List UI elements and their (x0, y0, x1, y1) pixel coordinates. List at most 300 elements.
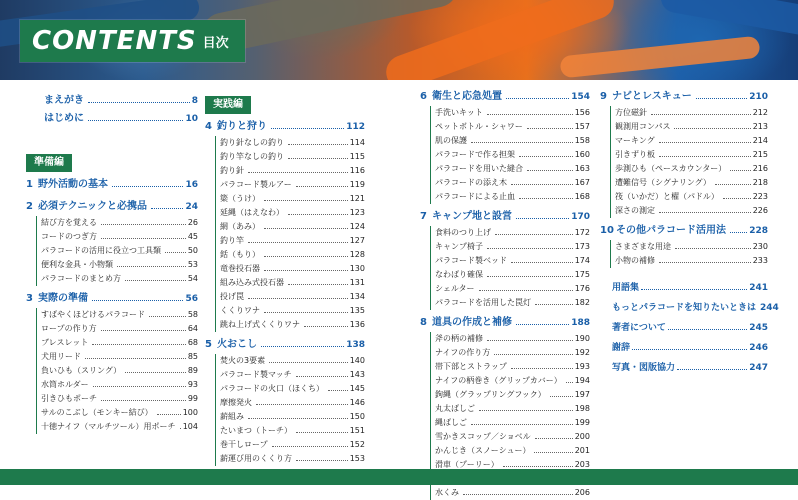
chapter-heading[interactable] (26, 290, 198, 308)
entry-page: 116 (349, 166, 365, 175)
entry-page: 167 (574, 178, 590, 187)
toc-entry[interactable] (615, 134, 768, 148)
entry-title: 薪運び用のくくり方 (220, 452, 294, 466)
entry-title: 十徳ナイフ（マルチツール）用ポーチ (41, 420, 178, 434)
leader-dots (101, 400, 186, 401)
leader-dots (659, 142, 751, 143)
entry-page: 146 (349, 398, 365, 407)
toc-entry[interactable] (435, 360, 590, 374)
leader-dots (271, 128, 344, 129)
toc-entry[interactable] (615, 106, 768, 120)
entry-page: 128 (349, 250, 365, 259)
toc-entry[interactable] (435, 332, 590, 346)
entry-title: 組み込み式投石器 (220, 276, 286, 290)
entry-page: 193 (574, 362, 590, 371)
leader-dots (125, 372, 186, 373)
leader-dots (487, 114, 573, 115)
entry-title: 負いひも（スリング） (41, 364, 123, 378)
leader-dots (264, 228, 348, 229)
toc-entry[interactable] (41, 420, 198, 434)
entry-page: 121 (349, 194, 365, 203)
chapter-heading[interactable] (26, 176, 198, 194)
toc-entry[interactable] (220, 424, 365, 438)
chapter-block (26, 176, 198, 194)
entry-page: 215 (752, 150, 768, 159)
toc-entry[interactable] (435, 388, 590, 402)
leader-dots (511, 368, 573, 369)
entry-title: 釣り針なしの釣り (220, 136, 286, 150)
toc-entry[interactable] (220, 382, 365, 396)
section-item-list (36, 308, 198, 434)
toc-entry[interactable] (41, 244, 198, 258)
toc-entry[interactable] (41, 308, 198, 322)
entry-page: 157 (574, 122, 590, 131)
entry-page: 135 (349, 306, 365, 315)
entry-page: 201 (574, 446, 590, 455)
chapter-heading[interactable] (205, 118, 365, 136)
entry-title: サルのこぶし（モンキー結び） (41, 406, 155, 420)
entry-title: 小物の補修 (615, 254, 657, 268)
entry-title: 滑車（プーリー） (435, 458, 501, 472)
entry-title: 用語集 (612, 283, 640, 293)
entry-title: キャンプ椅子 (435, 240, 485, 254)
entry-title: もっとパラコードを知りたいときは (612, 303, 757, 313)
leader-dots (304, 326, 348, 327)
leader-dots (527, 170, 573, 171)
entry-page: 123 (349, 208, 365, 217)
entry-title: 斧の柄の補修 (435, 332, 485, 346)
toc-entry[interactable] (220, 206, 365, 220)
entry-title: 方位磁針 (615, 106, 649, 120)
toc-entry[interactable] (435, 240, 590, 254)
chapter-heading[interactable] (26, 198, 198, 216)
entry-page: 140 (349, 356, 365, 365)
chapter-page: 170 (571, 212, 590, 222)
chapter-title: 道具の作成と補修 (432, 314, 514, 332)
chapter-block (26, 290, 198, 434)
toc-entry[interactable] (220, 368, 365, 382)
leader-dots (675, 248, 751, 249)
chapter-number: 8 (420, 317, 427, 328)
leader-dots (264, 256, 348, 257)
entry-page: 230 (752, 242, 768, 251)
entry-page: 64 (187, 324, 198, 333)
entry-page: 127 (349, 236, 365, 245)
entry-title: 薪組み (220, 410, 246, 424)
toc-entry[interactable] (615, 190, 768, 204)
toc-entry[interactable] (220, 452, 365, 466)
leader-dots (471, 424, 573, 425)
toc-entry[interactable] (435, 374, 590, 388)
entry-page: 151 (349, 426, 365, 435)
chapter-title: 実際の準備 (38, 290, 90, 308)
leader-dots (248, 242, 348, 243)
entry-page: 153 (349, 454, 365, 463)
chapter-list (420, 88, 590, 500)
section-item-list (610, 240, 768, 268)
chapter-number: 2 (26, 201, 33, 212)
entry-title: 延縄（はえなわ） (220, 206, 286, 220)
entry-page: 203 (574, 460, 590, 469)
chapter-number: 4 (205, 121, 212, 132)
page-title: CONTENTS (32, 26, 197, 56)
entry-title: 肌の保護 (435, 134, 469, 148)
entry-title: 焚火の3要素 (220, 354, 267, 368)
toc-entry[interactable] (41, 336, 198, 350)
toc-entry[interactable] (220, 396, 365, 410)
leader-dots (715, 184, 751, 185)
chapter-block (600, 222, 768, 268)
entry-title: 水くみ (435, 486, 461, 500)
entry-title: 釣り竿なしの釣り (220, 150, 286, 164)
leader-dots (288, 214, 348, 215)
leader-dots (269, 362, 348, 363)
chapter-block (600, 88, 768, 218)
chapter-heading[interactable] (420, 314, 590, 332)
toc-entry[interactable] (220, 318, 365, 332)
entry-title: 竜巻投石器 (220, 262, 262, 276)
entry-title: 結び方を覚える (41, 216, 99, 230)
toc-entry[interactable] (615, 176, 768, 190)
entry-title: たいまつ（トーチ） (220, 424, 294, 438)
leader-dots (256, 404, 348, 405)
leader-dots (651, 114, 751, 115)
entry-page: 198 (574, 404, 590, 413)
entry-page: 115 (349, 152, 365, 161)
leader-dots (157, 414, 181, 415)
entry-page: 45 (187, 232, 198, 241)
toc-entry[interactable] (435, 148, 590, 162)
footer-bar (0, 469, 798, 485)
entry-title: パラコードを用いた縫合 (435, 162, 525, 176)
leader-dots (535, 304, 573, 305)
toc-entry[interactable] (220, 220, 365, 234)
toc-entry[interactable] (435, 430, 590, 444)
entry-page: 168 (574, 192, 590, 201)
entry-page: 246 (749, 343, 768, 353)
leader-dots (112, 186, 183, 187)
entry-page: 200 (574, 432, 590, 441)
toc-entry[interactable] (220, 410, 365, 424)
toc-entry[interactable] (220, 178, 365, 192)
entry-title: かんじき（スノーシュー） (435, 444, 532, 458)
leader-dots (328, 390, 348, 391)
toc-entry[interactable] (41, 216, 198, 230)
section-item-list (430, 106, 590, 204)
entry-title: シェルター (435, 282, 477, 296)
leader-dots (659, 262, 751, 263)
chapter-heading[interactable] (600, 88, 768, 106)
entry-page: 216 (752, 164, 768, 173)
entry-title: 簗（うけ） (220, 192, 262, 206)
toc-entry[interactable] (41, 350, 198, 364)
leader-dots (296, 432, 348, 433)
entry-page: 223 (752, 192, 768, 201)
section-item-list (610, 106, 768, 218)
toc-entry[interactable] (435, 402, 590, 416)
leader-dots (516, 324, 569, 325)
leader-dots (566, 382, 573, 383)
entry-title: 跳ね上げ式くくりワナ (220, 318, 302, 332)
chapter-title: ナビとレスキュー (612, 88, 694, 106)
entry-title: 深さの測定 (615, 204, 657, 218)
entry-title: 犬用リード (41, 350, 83, 364)
leader-dots (101, 330, 186, 331)
toc-entry[interactable] (41, 406, 198, 420)
entry-page: 145 (349, 384, 365, 393)
section-item-list (36, 216, 198, 286)
toc-entry[interactable] (615, 204, 768, 218)
toc-entry[interactable] (435, 106, 590, 120)
leader-dots (487, 248, 573, 249)
toc-entry[interactable] (220, 276, 365, 290)
entry-title: 釣り竿 (220, 234, 246, 248)
entry-page: 218 (752, 178, 768, 187)
toc-entry[interactable] (435, 162, 590, 176)
chapter-list (205, 118, 365, 466)
entry-title: 写真・図版協力 (612, 363, 676, 373)
entry-title: ナイフの柄巻き（グリップカバー） (435, 374, 564, 388)
entry-title: 網（あみ） (220, 220, 262, 234)
section-badge-preparation: 準備編 (26, 154, 72, 172)
toc-entry[interactable] (615, 120, 768, 134)
entry-title: パラコード製ルアー (220, 178, 294, 192)
entry-page: 134 (349, 292, 365, 301)
entry-title: なわばり確保 (435, 268, 485, 282)
section-item-list (215, 136, 365, 332)
back-matter-entry[interactable] (612, 338, 768, 358)
entry-page: 150 (349, 412, 365, 421)
entry-title: 観測用コンパス (615, 120, 672, 134)
leader-dots (479, 290, 573, 291)
rope-orange-2 (559, 36, 760, 79)
toc-entry[interactable] (220, 262, 365, 276)
chapter-page: 154 (571, 92, 590, 102)
toc-entry[interactable] (615, 148, 768, 162)
leader-dots (93, 386, 186, 387)
leader-dots (527, 128, 573, 129)
toc-entry[interactable] (41, 230, 198, 244)
entry-page: 190 (574, 334, 590, 343)
toc-entry[interactable] (435, 486, 590, 500)
entry-page: 213 (752, 122, 768, 131)
leader-dots (125, 280, 186, 281)
entry-page: 226 (752, 206, 768, 215)
toc-entry[interactable] (220, 234, 365, 248)
chapter-heading[interactable] (600, 222, 768, 240)
entry-page: 206 (574, 488, 590, 497)
entry-title: 著者について (612, 323, 666, 333)
entry-title: 筏（いかだ）と櫂（パドル） (615, 190, 721, 204)
chapter-list (26, 176, 198, 434)
entry-title: 釣り針 (220, 164, 246, 178)
toc-entry[interactable] (435, 282, 590, 296)
toc-entry[interactable] (220, 192, 365, 206)
entry-title: パラコードのまとめ方 (41, 272, 123, 286)
toc-intro-maegaki[interactable]: まえがき 8 (44, 92, 198, 110)
entry-title: パラコードによる止血 (435, 190, 517, 204)
entry-page: 68 (187, 338, 198, 347)
entry-title: 摩擦発火 (220, 396, 254, 410)
toc-entry[interactable] (41, 364, 198, 378)
toc-entry[interactable] (435, 254, 590, 268)
chapter-block (205, 118, 365, 332)
chapter-block (420, 88, 590, 204)
entry-page: 199 (574, 418, 590, 427)
leader-dots (101, 238, 186, 239)
leader-dots (535, 438, 573, 439)
leader-dots (550, 396, 573, 397)
entry-page: 233 (752, 256, 768, 265)
entry-title: 巻干しロープ (220, 438, 270, 452)
toc-entry[interactable] (615, 240, 768, 254)
entry-page: 156 (574, 108, 590, 117)
entry-title: ペットボトル・シャワー (435, 120, 525, 134)
entry-title: 丸太ばしご (435, 402, 477, 416)
entry-page: 160 (574, 150, 590, 159)
leader-dots (503, 466, 573, 467)
leader-dots (494, 354, 573, 355)
leader-dots (165, 252, 186, 253)
toc-entry[interactable] (435, 296, 590, 310)
chapter-heading[interactable] (420, 88, 590, 106)
entry-page: 54 (187, 274, 198, 283)
entry-page: 174 (574, 256, 590, 265)
entry-page: 85 (187, 352, 198, 361)
entry-title: マーキング (615, 134, 657, 148)
leader-dots (730, 232, 747, 233)
back-matter-entry[interactable] (612, 278, 768, 298)
toc-entry[interactable] (615, 254, 768, 268)
entry-title: 遭難信号（シグナリング） (615, 176, 713, 190)
entry-title: くくりワナ (220, 304, 262, 318)
entry-title: コードのつぎ方 (41, 230, 99, 244)
toc-entry[interactable] (220, 354, 365, 368)
entry-page: 26 (187, 218, 198, 227)
toc-entry[interactable] (435, 444, 590, 458)
leader-dots (296, 376, 348, 377)
leader-dots (117, 266, 186, 267)
back-matter-entry[interactable] (612, 298, 779, 318)
section-item-list (215, 354, 365, 466)
entry-page: 192 (574, 348, 590, 357)
chapter-page: 112 (346, 122, 365, 132)
leader-dots (730, 170, 750, 171)
entry-page: 152 (349, 440, 365, 449)
leader-dots (632, 349, 747, 350)
toc-entry[interactable] (435, 416, 590, 430)
chapter-title: 必須テクニックと必携品 (38, 198, 149, 216)
entry-page: 93 (187, 380, 198, 389)
chapter-heading[interactable] (420, 208, 590, 226)
entry-page: 89 (187, 366, 198, 375)
leader-dots (85, 358, 186, 359)
entry-title: 銛（もり） (220, 248, 262, 262)
leader-dots (511, 184, 573, 185)
entry-page: 175 (574, 270, 590, 279)
toc-entry[interactable] (220, 164, 365, 178)
entry-title: パラコードを活用した罠灯 (435, 296, 533, 310)
leader-dots (264, 312, 348, 313)
entry-title: ナイフの作り方 (435, 346, 492, 360)
toc-entry[interactable] (435, 346, 590, 360)
toc-entry[interactable] (220, 136, 365, 150)
entry-title: 歩測ひも（ペースカウンター） (615, 162, 728, 176)
toc-entry[interactable] (435, 226, 590, 240)
back-matter-entry[interactable] (612, 358, 768, 378)
leader-dots (288, 158, 348, 159)
toc-intro-hajimeni[interactable]: はじめに 10 (44, 110, 198, 128)
chapter-heading[interactable] (205, 336, 365, 354)
leader-dots (534, 452, 572, 453)
chapter-page: 228 (749, 226, 768, 236)
toc-entry[interactable] (220, 290, 365, 304)
entry-page: 172 (574, 228, 590, 237)
toc-entry[interactable] (41, 392, 198, 406)
leader-dots (674, 128, 750, 129)
toc-entry[interactable] (41, 378, 198, 392)
entry-title: 雪かきスコップ／ショベル (435, 430, 533, 444)
toc-entry[interactable] (220, 248, 365, 262)
toc-entry[interactable] (41, 258, 198, 272)
toc-entry[interactable] (435, 134, 590, 148)
toc-entry[interactable] (220, 438, 365, 452)
chapter-page: 56 (185, 294, 198, 304)
leader-dots (519, 198, 573, 199)
entry-title: パラコード製マッチ (220, 368, 294, 382)
chapter-number: 3 (26, 293, 33, 304)
entry-title: 投げ罠 (220, 290, 246, 304)
leader-dots (495, 234, 573, 235)
entry-title: 帯下部とストラップ (435, 360, 509, 374)
back-matter-entry[interactable] (612, 318, 768, 338)
entry-title: パラコードの添え木 (435, 176, 509, 190)
toc-entry[interactable] (435, 120, 590, 134)
entry-title: 鉤縄（グラップリングフック） (435, 388, 548, 402)
toc-entry[interactable] (41, 272, 198, 286)
leader-dots (180, 428, 181, 429)
entry-page: 104 (182, 422, 198, 431)
entry-title: 引きひもポーチ (41, 392, 99, 406)
entry-title: さまざまな用途 (615, 240, 673, 254)
entry-title: パラコードの活用に役立つ工具類 (41, 244, 163, 258)
toc-entry[interactable] (435, 190, 590, 204)
entry-page: 143 (349, 370, 365, 379)
entry-page: 58 (187, 310, 198, 319)
toc-entry[interactable] (435, 268, 590, 282)
toc-entry[interactable] (615, 162, 768, 176)
leader-dots (288, 144, 348, 145)
leader-dots (463, 494, 573, 495)
toc-entry[interactable] (435, 176, 590, 190)
toc-entry[interactable] (220, 150, 365, 164)
entry-title: すばやくほどけるパラコード (41, 308, 147, 322)
entry-title: 引きずり板 (615, 148, 657, 162)
entry-title: 便利な金具・小物類 (41, 258, 115, 272)
entry-page: 212 (752, 108, 768, 117)
toc-column-4 (600, 84, 779, 378)
leader-dots (264, 270, 348, 271)
toc-entry[interactable] (220, 304, 365, 318)
leader-dots (151, 208, 183, 209)
leader-dots (511, 262, 573, 263)
entry-title: ブレスレット (41, 336, 90, 350)
chapter-list (600, 88, 768, 268)
entry-title: パラコードの火口（ほくち） (220, 382, 326, 396)
toc-entry[interactable] (41, 322, 198, 336)
chapter-page: 138 (346, 340, 365, 350)
chapter-title: 釣りと狩り (217, 118, 269, 136)
